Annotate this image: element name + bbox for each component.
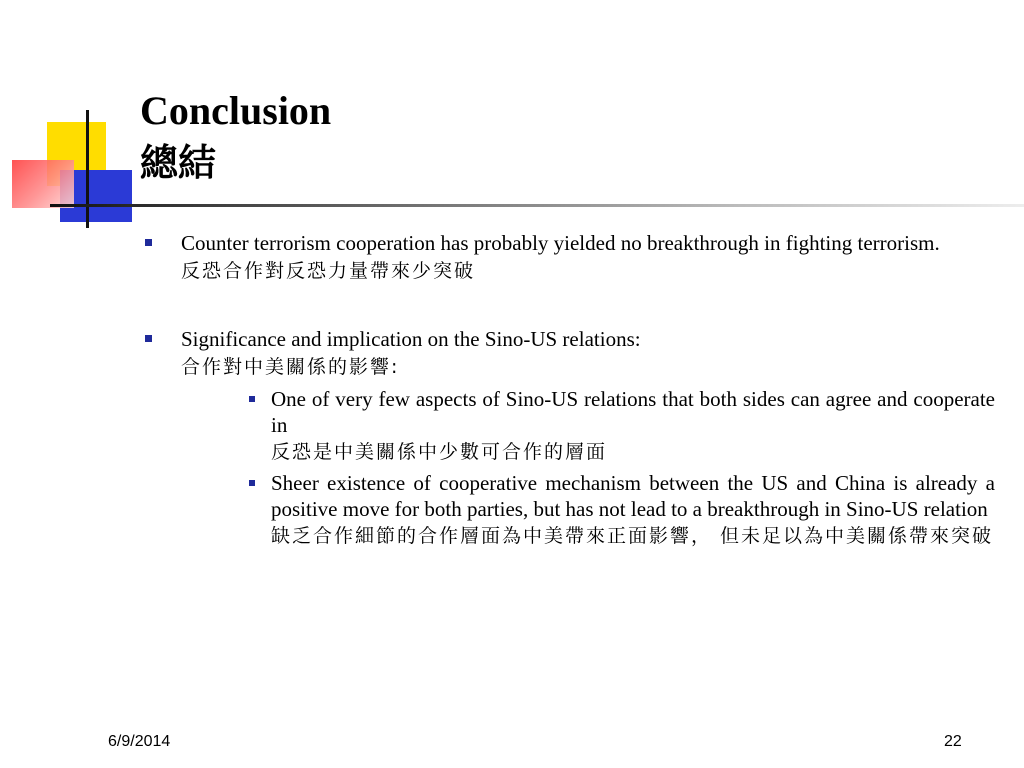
bullet-text: Significance and implication on the Sino-US relations: (181, 327, 641, 351)
bullet-chinese-text: 反恐合作對反恐力量帶來少突破 (181, 260, 476, 282)
slide-subtitle: 總結 (140, 141, 217, 185)
decor-red-block (12, 160, 74, 208)
bullet-item (145, 326, 995, 352)
square-bullet-icon (249, 480, 255, 486)
decor-vertical-line (86, 110, 89, 228)
title-divider-line (50, 204, 1024, 207)
bullet-text: Counter terrorism cooperation has probably yielded no breakthrough in fighting terrorism. (181, 231, 940, 255)
bullet-chinese-text: 合作對中美關係的影響: (181, 356, 400, 378)
footer-date: 6/9/2014 (108, 733, 171, 750)
sub-bullet-text: One of very few aspects of Sino-US relations that both sides can agree and cooperate in (271, 387, 995, 437)
sub-bullet-chinese-text: 反恐是中美關係中少數可合作的層面 (271, 441, 608, 463)
page-number: 22 (944, 733, 962, 750)
square-bullet-icon (145, 239, 152, 246)
slide-title: Conclusion (140, 88, 332, 133)
sub-bullet-text: Sheer existence of cooperative mechanism between the US and China is already a positive move for both parties, but has not lead to a breakthrough in Sino-US relation (271, 471, 995, 521)
slide-content (145, 230, 995, 550)
square-bullet-icon (249, 396, 255, 402)
sub-bullet-item (271, 386, 995, 438)
square-bullet-icon (145, 335, 152, 342)
sub-bullet-item (271, 470, 995, 522)
bullet-item (145, 230, 995, 256)
sub-bullet-chinese-text: 缺乏合作細節的合作層面為中美帶來正面影響， 但未足以為中美關係帶來突破 (271, 525, 994, 547)
